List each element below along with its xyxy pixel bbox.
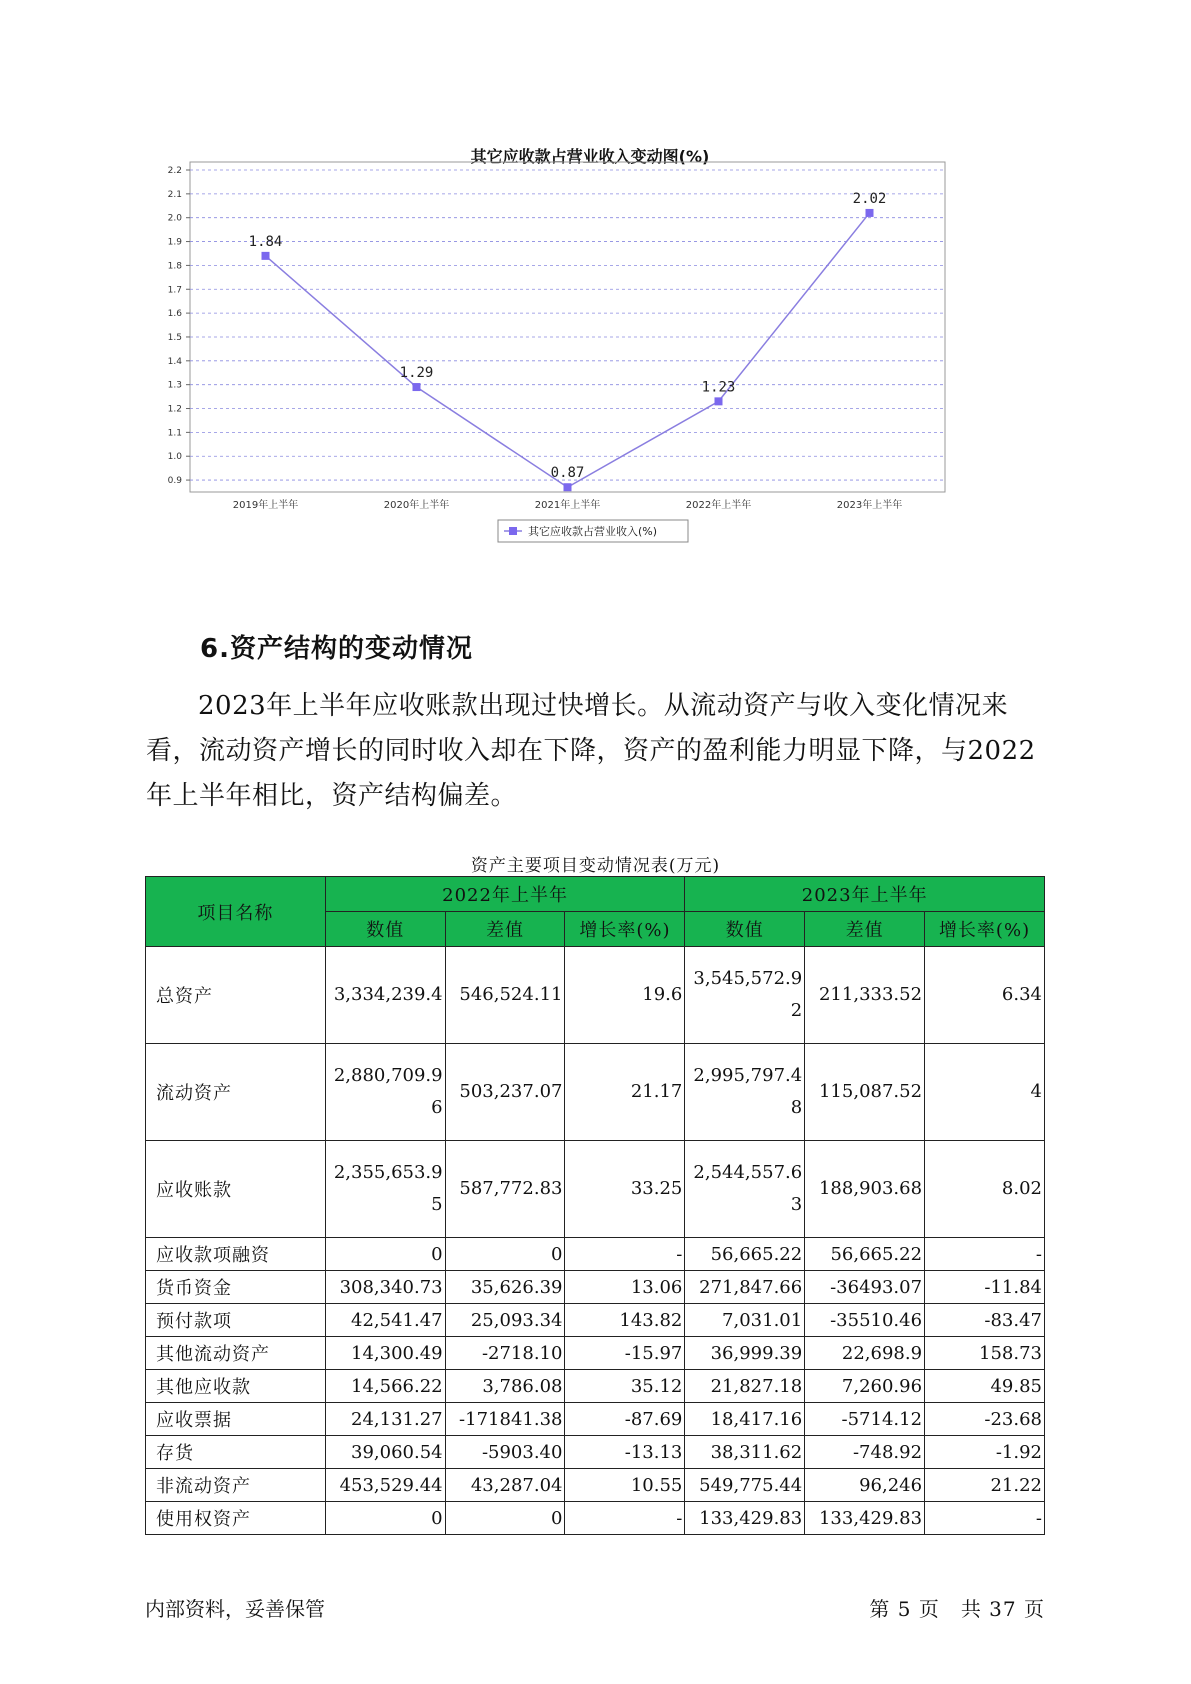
cell-value: 2,995,797.48 bbox=[693, 1065, 803, 1118]
table-cell bbox=[685, 1141, 805, 1238]
table-caption: 资产主要项目变动情况表(万元) bbox=[470, 856, 721, 876]
table-row bbox=[146, 1469, 1045, 1502]
cell-value: 3,334,239.4 bbox=[333, 984, 443, 1005]
section-paragraph: 2023年上半年应收账款出现过快增长。从流动资产与收入变化情况来看，流动资产增长的同时收入却在下降，资产的盈利能力明显下降，与2022年上半年相比，资产结构偏差。 bbox=[146, 691, 1036, 811]
table-cell: -5903.40 bbox=[445, 1436, 565, 1469]
x-tick-label: 2023年上半年 bbox=[836, 500, 903, 511]
data-point bbox=[564, 483, 572, 491]
table-cell: 0 bbox=[445, 1502, 565, 1535]
sub-header-growth: 增长率(%) bbox=[925, 912, 1045, 947]
table-cell bbox=[565, 1044, 685, 1141]
table-cell: -13.13 bbox=[565, 1436, 685, 1469]
row-item-name: 应收账款 bbox=[146, 1141, 326, 1238]
data-label: 1.29 bbox=[399, 365, 434, 382]
cell-value: 587,772.83 bbox=[459, 1178, 563, 1199]
y-tick-label: 1.8 bbox=[167, 261, 182, 272]
table-row bbox=[146, 1238, 1045, 1271]
table-cell bbox=[685, 1044, 805, 1141]
y-tick-label: 0.9 bbox=[167, 476, 182, 487]
sub-header-value: 数值 bbox=[325, 912, 445, 947]
period-header-2022: 2022年上半年 bbox=[325, 877, 685, 912]
table-row bbox=[146, 1370, 1045, 1403]
table-cell bbox=[565, 947, 685, 1044]
chart-title: 其它应收款占营业收入变动图(%) bbox=[470, 147, 710, 166]
table-cell: 143.82 bbox=[565, 1304, 685, 1337]
table-cell: 43,287.04 bbox=[445, 1469, 565, 1502]
plot-frame bbox=[190, 162, 945, 492]
table-cell: - bbox=[925, 1238, 1045, 1271]
data-label: 2.02 bbox=[852, 190, 887, 207]
sub-header-growth: 增长率(%) bbox=[565, 912, 685, 947]
row-item-name: 非流动资产 bbox=[146, 1469, 326, 1502]
table-row bbox=[146, 1304, 1045, 1337]
table-cell bbox=[925, 1141, 1045, 1238]
table-cell: - bbox=[565, 1238, 685, 1271]
cell-value: 8.02 bbox=[1001, 1178, 1042, 1199]
table-cell: -1.92 bbox=[925, 1436, 1045, 1469]
table-cell: - bbox=[565, 1502, 685, 1535]
table-cell bbox=[325, 947, 445, 1044]
table-row bbox=[146, 1337, 1045, 1370]
table-cell: 0 bbox=[445, 1238, 565, 1271]
table-cell: -23.68 bbox=[925, 1403, 1045, 1436]
cell-value: 211,333.52 bbox=[818, 984, 923, 1005]
row-item-name: 预付款项 bbox=[146, 1304, 326, 1337]
y-tick-label: 1.6 bbox=[167, 309, 182, 320]
table-cell: 0 bbox=[325, 1238, 445, 1271]
table-cell: 3,786.08 bbox=[445, 1370, 565, 1403]
table-cell: -171841.38 bbox=[445, 1403, 565, 1436]
table-cell: 25,093.34 bbox=[445, 1304, 565, 1337]
cell-value: 33.25 bbox=[630, 1178, 683, 1199]
table-cell: 13.06 bbox=[565, 1271, 685, 1304]
item-name-header: 项目名称 bbox=[146, 877, 326, 947]
table-body bbox=[146, 947, 1045, 1535]
data-point bbox=[413, 383, 421, 391]
cell-value: 115,087.52 bbox=[818, 1081, 923, 1102]
table-cell bbox=[445, 1044, 565, 1141]
row-item-name: 其他流动资产 bbox=[146, 1337, 326, 1370]
table-cell: 158.73 bbox=[925, 1337, 1045, 1370]
row-item-name: 总资产 bbox=[146, 947, 326, 1044]
table-cell: -748.92 bbox=[805, 1436, 925, 1469]
table-cell: 7,260.96 bbox=[805, 1370, 925, 1403]
table-cell bbox=[325, 1141, 445, 1238]
table-cell bbox=[805, 1044, 925, 1141]
table-cell: 10.55 bbox=[565, 1469, 685, 1502]
table-cell: 14,566.22 bbox=[325, 1370, 445, 1403]
table-cell: -83.47 bbox=[925, 1304, 1045, 1337]
table-row bbox=[146, 1044, 1045, 1141]
section-heading: 6.资产结构的变动情况 bbox=[200, 634, 473, 664]
y-tick-label: 2.0 bbox=[167, 213, 182, 224]
table-cell bbox=[445, 947, 565, 1044]
footer-page-number: 第 5 页 共 37 页 bbox=[869, 1597, 1045, 1621]
table-cell: 21.22 bbox=[925, 1469, 1045, 1502]
table-cell: 0 bbox=[325, 1502, 445, 1535]
cell-value: 21.17 bbox=[630, 1081, 683, 1102]
table-cell bbox=[685, 947, 805, 1044]
table-cell: 7,031.01 bbox=[685, 1304, 805, 1337]
table-cell: -11.84 bbox=[925, 1271, 1045, 1304]
x-tick-label: 2022年上半年 bbox=[685, 500, 752, 511]
table-row bbox=[146, 1436, 1045, 1469]
cell-value: 2,880,709.96 bbox=[333, 1065, 443, 1118]
cell-value: 3,545,572.92 bbox=[693, 968, 803, 1021]
y-tick-label: 1.4 bbox=[167, 356, 182, 367]
table-cell: 549,775.44 bbox=[685, 1469, 805, 1502]
line-chart bbox=[140, 140, 1040, 600]
footer-confidential: 内部资料，妥善保管 bbox=[145, 1597, 325, 1621]
chart-svg bbox=[140, 140, 1040, 600]
table-cell: 56,665.22 bbox=[685, 1238, 805, 1271]
row-item-name: 流动资产 bbox=[146, 1044, 326, 1141]
table-cell bbox=[925, 947, 1045, 1044]
table-cell: -35510.46 bbox=[805, 1304, 925, 1337]
sub-header-diff: 差值 bbox=[445, 912, 565, 947]
table-row bbox=[146, 1141, 1045, 1238]
y-tick-label: 2.1 bbox=[167, 189, 182, 200]
data-point bbox=[866, 209, 874, 217]
table-row bbox=[146, 1403, 1045, 1436]
table-cell: 38,311.62 bbox=[685, 1436, 805, 1469]
table-cell: 35,626.39 bbox=[445, 1271, 565, 1304]
table-cell bbox=[925, 1044, 1045, 1141]
y-tick-label: 2.2 bbox=[167, 166, 182, 176]
cell-value: 188,903.68 bbox=[818, 1178, 923, 1199]
series-line bbox=[266, 213, 870, 487]
table-cell: 308,340.73 bbox=[325, 1271, 445, 1304]
table-cell: 22,698.9 bbox=[805, 1337, 925, 1370]
table-cell: -5714.12 bbox=[805, 1403, 925, 1436]
table-cell: 133,429.83 bbox=[685, 1502, 805, 1535]
table-cell: -87.69 bbox=[565, 1403, 685, 1436]
table-cell bbox=[325, 1044, 445, 1141]
table-cell: 49.85 bbox=[925, 1370, 1045, 1403]
period-header-2023: 2023年上半年 bbox=[685, 877, 1045, 912]
table-cell: -36493.07 bbox=[805, 1271, 925, 1304]
cell-value: 19.6 bbox=[642, 984, 683, 1005]
table-row bbox=[146, 1502, 1045, 1535]
row-item-name: 存货 bbox=[146, 1436, 326, 1469]
x-tick-label: 2020年上半年 bbox=[383, 500, 450, 511]
table-cell bbox=[805, 947, 925, 1044]
table-cell: 96,246 bbox=[805, 1469, 925, 1502]
data-point bbox=[262, 252, 270, 260]
cell-value: 2,544,557.63 bbox=[693, 1162, 803, 1215]
table-row bbox=[146, 1271, 1045, 1304]
table-cell bbox=[565, 1141, 685, 1238]
x-tick-label: 2021年上半年 bbox=[534, 500, 601, 511]
cell-value: 4 bbox=[1030, 1081, 1042, 1102]
table-cell: 18,417.16 bbox=[685, 1403, 805, 1436]
y-tick-label: 1.7 bbox=[167, 285, 182, 296]
sub-header-value: 数值 bbox=[685, 912, 805, 947]
table-cell: 453,529.44 bbox=[325, 1469, 445, 1502]
table-cell: - bbox=[925, 1502, 1045, 1535]
table-cell: 42,541.47 bbox=[325, 1304, 445, 1337]
table-row bbox=[146, 947, 1045, 1044]
data-label: 1.23 bbox=[701, 379, 736, 396]
y-tick-label: 1.2 bbox=[167, 404, 182, 415]
cell-value: 503,237.07 bbox=[459, 1081, 563, 1102]
table-cell: 14,300.49 bbox=[325, 1337, 445, 1370]
cell-value: 2,355,653.95 bbox=[333, 1162, 443, 1215]
table-cell: 271,847.66 bbox=[685, 1271, 805, 1304]
sub-header-diff: 差值 bbox=[805, 912, 925, 947]
data-label: 1.84 bbox=[248, 233, 283, 250]
row-item-name: 货币资金 bbox=[146, 1271, 326, 1304]
row-item-name: 使用权资产 bbox=[146, 1502, 326, 1535]
y-tick-label: 1.1 bbox=[167, 428, 182, 439]
data-point bbox=[715, 397, 723, 405]
legend-label: 其它应收款占营业收入(%) bbox=[528, 525, 658, 538]
legend-marker bbox=[509, 527, 517, 535]
table-cell: 21,827.18 bbox=[685, 1370, 805, 1403]
y-tick-label: 1.9 bbox=[167, 237, 182, 248]
row-item-name: 应收票据 bbox=[146, 1403, 326, 1436]
table-cell: 133,429.83 bbox=[805, 1502, 925, 1535]
table-cell: 35.12 bbox=[565, 1370, 685, 1403]
table-cell bbox=[445, 1141, 565, 1238]
x-tick-label: 2019年上半年 bbox=[232, 500, 299, 511]
cell-value: 546,524.11 bbox=[459, 984, 563, 1005]
asset-change-table bbox=[145, 876, 1045, 1535]
row-item-name: 应收款项融资 bbox=[146, 1238, 326, 1271]
table-cell: 24,131.27 bbox=[325, 1403, 445, 1436]
table-cell bbox=[805, 1141, 925, 1238]
table-cell: 39,060.54 bbox=[325, 1436, 445, 1469]
table-cell: 56,665.22 bbox=[805, 1238, 925, 1271]
y-tick-label: 1.0 bbox=[167, 452, 182, 463]
y-tick-label: 1.3 bbox=[167, 380, 182, 391]
table-cell: -15.97 bbox=[565, 1337, 685, 1370]
data-label: 0.87 bbox=[550, 465, 585, 482]
row-item-name: 其他应收款 bbox=[146, 1370, 326, 1403]
y-tick-label: 1.5 bbox=[167, 332, 182, 343]
cell-value: 6.34 bbox=[1001, 984, 1042, 1005]
table-cell: -2718.10 bbox=[445, 1337, 565, 1370]
table-cell: 36,999.39 bbox=[685, 1337, 805, 1370]
